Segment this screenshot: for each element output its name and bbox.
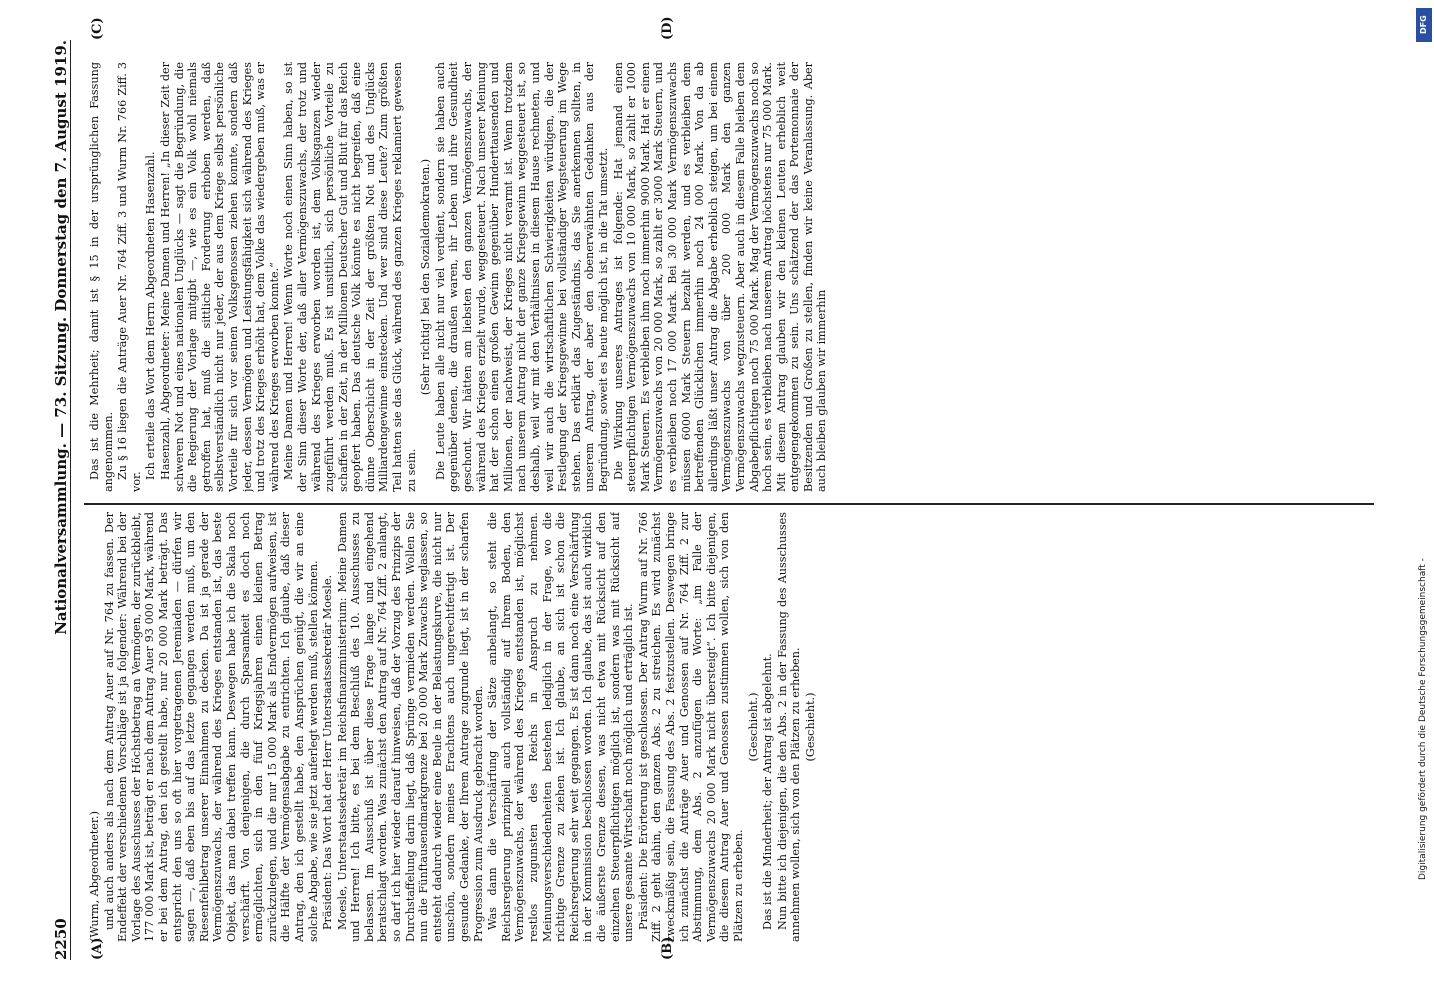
paragraph: Das ist die Mehrheit; damit ist § 15 in der ursprünglichen Fassung angenommen.	[88, 62, 115, 492]
paragraph: Zu § 16 liegen die Anträge Auer Nr. 764 Ziff. 3 und Wurm Nr. 766 Ziff. 3 vor.	[116, 62, 143, 492]
paragraph: Hasenzahl, Abgeordneter: Meine Damen und Herren! „In dieser Zeit der schweren Not und eines nationalen Unglücks — sagt die Begründung, die die Regierung der Vorlage mitgibt —, wie es ein Volk wohl niemals getroffen hat, muß die sittliche Forderung erhoben werden, daß selbstverständlich nicht nur jeder, der aus dem Kriege selbst persönliche Vorteile für sich vor seinen Volksgenossen ziehen konnte, sondern daß jeder, dessen Vermögen und Leistungsfähigkeit sich während des Krieges und trotz des Krieges erhöht hat, dem Volke das wiedergeben muß, was er während des Krieges erworben konnte.“	[158, 62, 281, 492]
paragraph: Meine Damen und Herren! Wenn Worte noch einen Sinn haben, so ist der Sinn dieser Worte der, daß aller Vermögenszuwachs, der trotz und während des Krieges erworben worden ist, dem Volksganzen wieder zugeführt werden muß. Es ist unsittlich, sich persönliche Vorteile zu schaffen in der Zeit, in der Millionen Deutscher Gut und Blut für das Reich geopfert haben. Das deutsche Volk könnte es nicht begreifen, daß eine dünne Oberschicht in der Zeit der größten Not und des Unglücks Milliardengewinne einstecken. Und wer sind diese Leute? Zum größten Teil hatten sie das Glück, während des ganzen Krieges reklamiert gewesen zu sein.	[282, 62, 418, 492]
left-column	[88, 512, 1368, 942]
right-column	[88, 62, 1368, 492]
paragraph: Moesle, Unterstaatssekretär im Reichsfinanzministerium: Meine Damen und Herren! Ich bitte, es bei dem Beschluß des 10. Ausschusses zu belassen. Im Ausschuß ist über diese Frage lange und eingehend beratschlagt worden. Was zunächst den Antrag auf Nr. 764 Ziff. 2 anlangt, so darf ich hier wieder darauf hinweisen, daß der Vorzug des Prinzips der Durchstaffelung darin liegt, daß Sprünge vermieden werden. Wollen Sie nun die Fünftausendmarkgrenze bei 20 000 Mark Zuwachs weglassen, so entsteht dadurch wieder eine Beule in der Belastungskurve, die nicht nur unschön, sondern meines Erachtens auch ungerechtfertigt ist. Der gesunde Gedanke, der Ihrem Antrage zugrunde liegt, ist in der scharfen Progression zum Ausdruck gebracht worden.	[335, 512, 485, 942]
margin-mark-a: (A)	[90, 937, 105, 960]
paragraph: Nun bitte ich diejenigen, die den Abs. 2 in der Fassung des Ausschusses annehmen wollen, sich von den Plätzen zu erheben.	[775, 512, 803, 942]
paragraph: Was dann die Verschärfung der Sätze anbelangt, so steht die Reichsregierung prinzipiell auch vollständig auf Ihrem Boden, den Vermögenszuwachs, der während des Krieges entstanden ist, möglichst restlos zugunsten des Reichs in Anspruch zu nehmen. Meinungsverschiedenheiten bestehen lediglich in der Frage, wo die richtige Grenze zu ziehen ist. Ich glaube, an sich ist schon die Reichsregierung sehr weit gegangen. Es ist dann noch eine Verschärfung in der Kommission beschlossen worden. Ich glaube, das ist auch wirklich die äußerste Grenze dessen, was nicht etwa mit Rücksicht auf den einzelnen Steuerpflichtigen möglich ist, sondern was mit Rücksicht auf unsere gesamte Wirtschaft noch möglich und erträglich ist.	[486, 512, 636, 942]
paragraph: Präsident: Das Wort hat der Herr Unterstaatssekretär Moesle.	[321, 574, 335, 930]
stage-direction: (Geschieht.)	[803, 692, 817, 762]
dfg-logo: DFG	[1416, 8, 1432, 42]
stage-direction: (Geschieht.)	[746, 692, 760, 762]
speaker-tag: (Wurm, Abgeordneter.)	[88, 811, 101, 942]
paragraph: Die Leute haben alle nicht nur viel verdient, sondern sie haben auch gegenüber denen, die draußen waren, ihr Leben und ihre Gesundheit geschont. Wir hätten am liebsten den ganzen Vermögenszuwachs, der während des Krieges erzielt wurde, weggesteuert. Nach unserer Meinung hat der schon einen großen Gewinn gegenüber Hunderttausenden und Millionen, der nachweist, der Krieges nicht verarmt ist. Wenn trotzdem nach unserem Antrag nicht der ganze Kriegsgewinn weggesteuert ist, so deshalb, weil wir mit den Verhältnissen in diesem Hause rechneten, und weil wir auch die wirtschaftlichen Schwierigkeiten würdigen, die der Festlegung der Kriegsgewinne bei vollständiger Wegsteuerung im Wege stehen. Das erklärt das Zugeständnis, das Sie anerkennen sollten, in unserem Antrag, der aber den obenerwähnten Gedanken aus der Begründung, soweit es heute möglich ist, in die Tat umsetzt.	[433, 62, 610, 492]
stage-direction: (Sehr richtig! bei den Sozialdemokraten.)	[419, 158, 433, 396]
paragraph: Präsident: Die Erörterung ist geschlossen. Der Antrag Wurm auf Nr. 766 Ziff. 2 geht dahin, den ganzen Abs. 2 zu streichen. Es wird zunächst zweckmäßig sein, die Fassung des Abs. 2 festzustellen. Deswegen bringe ich zunächst die Anträge Auer und Genossen auf Nr. 764 Ziff. 2 zur Abstimmung, dem Abs. 2 anzufügen die Worte: „im Falle der Vermögenszuwachs 20 000 Mark nicht übersteigt“. Ich bitte diejenigen, die diesem Antrag Auer und Genossen zustimmen wollen, sich von den Plätzen zu erheben.	[636, 512, 745, 942]
page-number: 2250	[52, 918, 70, 960]
margin-mark-c: (C)	[90, 17, 105, 40]
margin-mark-d: (D)	[660, 16, 675, 40]
paragraph: Das ist die Minderheit; der Antrag ist abgelehnt.	[761, 653, 775, 930]
digitization-note: Digitalisierung gefördert durch die Deutsche Forschungsgemeinschaft -	[1418, 558, 1428, 880]
paragraph: und auch anders als nach dem Antrag Auer auf Nr. 764 zu fassen. Der Endeffekt der verschiedenen Vorschläge ist ja folgender: Während bei der Vorlage des Ausschusses der Höchstbetrag an Vermögen, der zurückbleibt, 177 000 Mark ist, beträgt er nach dem Antrag Auer 93 000 Mark, während er bei dem Antrag, den ich gestellt habe, nur 20 000 Mark beträgt. Das entspricht den uns so oft hier vorgetragenen Jeremiaden — dürfen wir sagen —, daß eben bis auf das letzte gegangen werden muß, um den Riesenfehlbetrag unserer Einnahmen zu decken. Da ist ja gerade der Vermögenszuwachs, der während des Krieges entstanden ist, das beste Objekt, das man dabei treffen kann. Deswegen habe ich die Skala noch verschärft. Von denjenigen, die durch Sparsamkeit es doch noch ermöglichten, sich in den fünf Kriegsjahren einen kleinen Betrag zurückzulegen, und die nur 15 000 Mark als Endvermögen aufweisen, ist die Hälfte der Vermögensabgabe zu entrichten. Ich glaube, daß dieser Antrag, den ich gestellt habe, den Ansprüchen genügt, die wir an eine solche Abgabe, wie sie jetzt auferlegt werden muß, stellen können.	[102, 512, 320, 942]
page-header	[40, 40, 71, 960]
paragraph: Ich erteile das Wort dem Herrn Abgeordneten Hasenzahl.	[144, 151, 158, 480]
page-title: Nationalversammlung. — 73. Sitzung. Donnerstag den 7. August 1919.	[52, 40, 70, 635]
margin-mark-b: (B)	[660, 936, 675, 960]
column-divider	[84, 504, 1374, 506]
paragraph: Die Wirkung unseres Antrages ist folgende: Hat jemand einen steuerpflichtigen Vermögenszuwachs von 10 000 Mark, so zahlt er 1000 Mark Steuern. Es verbleiben ihm noch immerhin 9000 Mark. Hat er einen Vermögenszuwachs von 20 000 Mark, so zahlt er 3000 Mark Steuern, und es verbleiben noch 17 000 Mark. Bei 30 000 Mark Vermögenszuwachs müssen 6000 Mark Steuern bezahlt werden, und es verbleiben dem betreffenden Glücklichen immerhin noch 24 000 Mark. Von da ab allerdings läßt unser Antrag die Abgabe erheblich steigen, um bei einem Vermögenszuwachs von über 200 000 Mark den ganzen Vermögenszuwachs wegzusteuern. Aber auch in diesem Falle bleiben dem Abgabepflichtigen noch 75 000 Mark. Mag der Vermögenszuwachs noch so hoch sein, es verbleiben nach unserem Antrag höchstens nur 75 000 Mark. Mit diesem Antrag glauben wir den kleinen Leuten erheblich weit entgegengekommen zu sein. Uns schätzend der das Portemonnaie der Besitzenden und Großen zu stellen, finden wir keine Veranlassung. Aber auch bleiben glauben wir immerhin	[611, 62, 829, 492]
